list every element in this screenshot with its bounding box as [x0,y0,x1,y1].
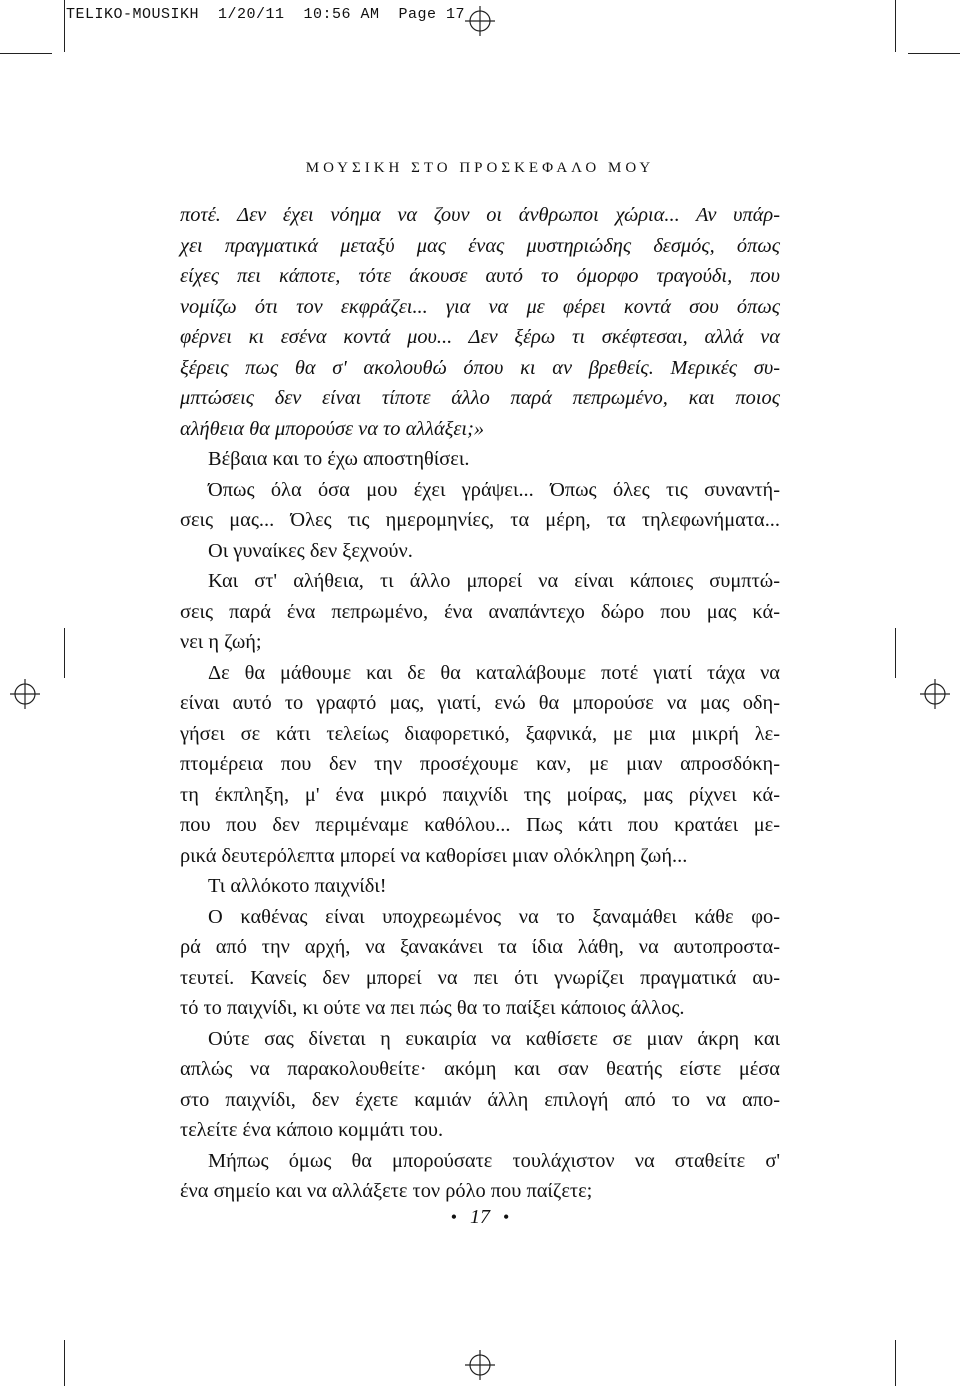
text-line: ξέρεις πως θα σ' ακολουθώ όπου κι αν βρεθείς. Μερικές συ- [180,356,780,379]
text-line: Και στ' αλήθεια, τι άλλο μπορεί να είναι κάποιες συμπτώ- [208,570,780,592]
print-slug: TELIKO-MOUSIKH 1/20/11 10:56 AM Page 17 [66,6,466,23]
crop-mark-top-left-h [0,53,52,54]
text-line: είχες πει κάποτε, τότε άκουσε αυτό το όμορφο τραγούδι, που [180,265,780,287]
registration-mark-bottom-icon [465,1350,495,1380]
paragraph [180,200,780,444]
crop-mark-top-right-h [908,53,960,54]
text-line: πτομέρεια που δεν την προσέχουμε καν, με μιαν απροσδόκη- [180,753,780,775]
paragraph [180,566,780,658]
text-line: τό το παιχνίδι, κι ούτε να πει πώς θα το παίξει κάποιος άλλος. [180,997,685,1019]
registration-mark-left-icon [10,679,40,709]
running-head: ΜΟΥΣΙΚΗ ΣΤΟ ΠΡΟΣΚΕΦΑΛΟ ΜΟΥ [305,160,655,176]
crop-mark-top-right-v [895,0,896,52]
text-line: αλήθεια θα μπορούσε να το αλλάξει;» [180,417,485,440]
text-line: είναι αυτό το γραφτό μας, γιατί, ενώ θα μπορούσε να μας οδη- [180,692,780,714]
crop-mark-left-mid-v [64,628,65,678]
text-line: Δε θα μάθουμε και δε θα καταλάβουμε ποτέ γιατί τάχα να [208,661,780,684]
crop-mark-bottom-left-v [64,1340,65,1386]
text-line: στο παιχνίδι, δεν έχετε καμιάν άλλη επιλογή από το να απο- [180,1088,780,1111]
text-line: νομίζω ότι τον εκφράζει... για να με φέρει κοντά σου όπως [180,295,780,318]
text-line: τελείτε ένα κάποιο κομμάτι του. [180,1119,444,1141]
text-line: νει η ζωή; [180,631,262,653]
text-line: σεις παρά ένα πεπρωμένο, ένα αναπάντεχο δώρο που μας κά- [180,600,780,623]
text-line: Ούτε σας δίνεται η ευκαιρία να καθίσετε σε μιαν άκρη και [208,1027,780,1050]
text-line: Όπως όλα όσα μου έχει γράψει... Όπως όλες τις συναντή- [208,478,780,501]
paragraph [180,475,780,567]
folio-bullet-right: • [503,1207,510,1227]
folio-bullet-left: • [450,1207,457,1227]
text-line: ένα σημείο και να αλλάξετε τον ρόλο που παίζετε; [180,1180,593,1202]
paragraph [180,1024,780,1146]
crop-mark-top-left-v [64,0,65,52]
page-number: 17 [470,1206,490,1228]
text-line: ρά από την αρχή, να ξανακάνει τα ίδια λάθη, να αυτοπροστα- [180,936,780,958]
registration-mark-top-icon [465,6,495,36]
text-line: φέρνει κι εσένα κοντά μου... Δεν ξέρω τι σκέφτεσαι, αλλά να [180,326,780,348]
text-line: τη έκπληξη, μ' ένα μικρό παιχνίδι της μοίρας, μας ρίχνει κά- [180,783,780,806]
text-line: Ο καθένας είναι υποχρεωμένος να το ξαναμάθει κάθε φο- [208,905,780,928]
text-line: χει πραγματικά μεταξύ μας ένας μυστηριώδης δεσμός, όπως [180,234,780,257]
text-line: μπτώσεις δεν είναι τίποτε άλλο παρά πεπρωμένο, και ποιος [180,387,780,409]
text-line: σεις μας... Όλες τις ημερομηνίες, τα μέρη, τα τηλεφωνήματα... [180,509,780,531]
page-folio [0,1206,960,1229]
text-line: Μήπως όμως θα μπορούσατε τουλάχιστον να σταθείτε σ' [208,1149,780,1172]
text-line: γήσει σε κάτι τελείως διαφορετικό, ξαφνικά, με μια μικρή λε- [180,722,780,745]
text-line: απλώς να παρακολουθείτε· ακόμη και σαν θεατής είστε μέσα [180,1058,780,1080]
paragraph [180,1146,780,1207]
paragraph [180,444,780,475]
text-line: ρικά δευτερόλεπτα μπορεί να καθορίσει μιαν ολόκληρη ζωή... [180,844,688,867]
text-line: ποτέ. Δεν έχει νόημα να ζουν οι άνθρωποι χώρια... Αν υπάρ- [180,204,780,226]
paragraph [180,902,780,1024]
text-line: Βέβαια και το έχω αποστηθίσει. [208,448,470,470]
registration-mark-right-icon [920,679,950,709]
crop-mark-right-mid-v [895,628,896,678]
text-line: Οι γυναίκες δεν ξεχνούν. [208,539,413,562]
text-line: που που δεν περιμέναμε καθόλου... Πως κάτι που κρατάει με- [180,814,780,836]
crop-mark-bottom-right-v [895,1340,896,1386]
body-text [180,200,780,1207]
paragraph [180,871,780,902]
text-line: Τι αλλόκοτο παιχνίδι! [208,875,387,897]
text-line: τευτεί. Κανείς δεν μπορεί να πει ότι γνωρίζει πραγματικά αυ- [180,966,780,989]
paragraph [180,658,780,872]
